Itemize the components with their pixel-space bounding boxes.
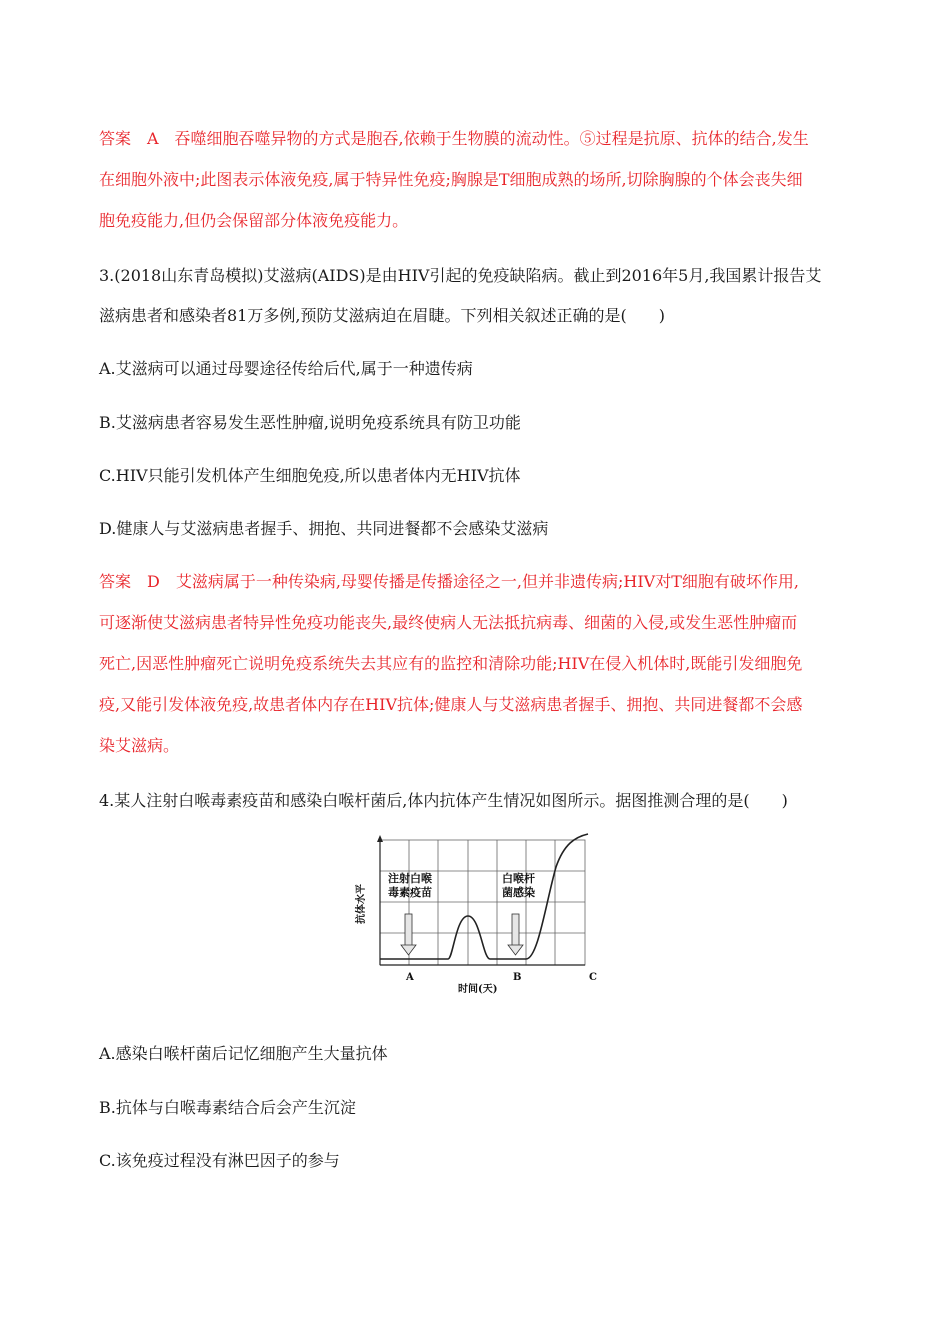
q3-answer-line-4: 疫,又能引发体液免疫,故患者体内存在HIV抗体;健康人与艾滋病患者握手、拥抱、共同进餐都不会感 xyxy=(99,695,803,714)
q3-answer-line-1: 答案 D 艾滋病属于一种传染病,母婴传播是传播途径之一,但并非遗传病;HIV对T细胞有破坏作用, xyxy=(99,572,799,591)
y-axis-label: 抗体水平 xyxy=(356,884,367,924)
q3-option-d: D.健康人与艾滋病患者握手、拥抱、共同进餐都不会感染艾滋病 xyxy=(99,519,549,538)
q3-option-c: C.HIV只能引发机体产生细胞免疫,所以患者体内无HIV抗体 xyxy=(99,466,521,485)
q4-stem: 4.某人注射白喉毒素疫苗和感染白喉杆菌后,体内抗体产生情况如图所示。据图推测合理的是( ) xyxy=(99,791,788,810)
tick-label-a: A xyxy=(406,972,414,983)
y-axis-arrow-icon xyxy=(377,835,383,842)
vaccine-arrow-icon xyxy=(401,914,416,955)
answer2-line-1: 答案 A 吞噬细胞吞噬异物的方式是胞吞,依赖于生物膜的流动性。⑤过程是抗原、抗体的结合,发生 xyxy=(99,129,809,148)
q3-option-a: A.艾滋病可以通过母婴途径传给后代,属于一种遗传病 xyxy=(99,359,473,378)
tick-label-b: B xyxy=(513,972,522,983)
x-axis-label: 时间(天) xyxy=(458,984,498,995)
q3-answer-line-2: 可逐渐使艾滋病患者特异性免疫功能丧失,最终使病人无法抵抗病毒、细菌的入侵,或发生恶性肿瘤而 xyxy=(99,613,798,632)
answer2-line-3: 胞免疫能力,但仍会保留部分体液免疫能力。 xyxy=(99,211,409,230)
antibody-level-figure xyxy=(350,832,610,1002)
q4-option-b: B.抗体与白喉毒素结合后会产生沉淀 xyxy=(99,1098,356,1117)
q3-answer-line-3: 死亡,因恶性肿瘤死亡说明免疫系统失去其应有的监控和清除功能;HIV在侵入机体时,既能引发细胞免 xyxy=(99,654,803,673)
annotation-infection-line-2: 菌感染 xyxy=(502,886,535,899)
q3-stem-line-1: 3.(2018山东青岛模拟)艾滋病(AIDS)是由HIV引起的免疫缺陷病。截止到2016年5月,我国累计报告艾 xyxy=(99,266,822,285)
q3-stem-line-2: 滋病患者和感染者81万多例,预防艾滋病迫在眉睫。下列相关叙述正确的是( ) xyxy=(99,306,665,325)
q4-option-a: A.感染白喉杆菌后记忆细胞产生大量抗体 xyxy=(99,1044,388,1063)
q3-option-b: B.艾滋病患者容易发生恶性肿瘤,说明免疫系统具有防卫功能 xyxy=(99,413,521,432)
annotation-vaccine-line-1: 注射白喉 xyxy=(388,872,432,885)
q3-answer-line-5: 染艾滋病。 xyxy=(99,736,180,755)
antibody-curve-graph xyxy=(350,832,610,1002)
infection-arrow-icon xyxy=(508,914,523,955)
tick-label-c: C xyxy=(589,972,597,983)
answer2-line-2: 在细胞外液中;此图表示体液免疫,属于特异性免疫;胸腺是T细胞成熟的场所,切除胸腺的个体会丧失细 xyxy=(99,170,803,189)
annotation-infection-line-1: 白喉杆 xyxy=(502,872,535,885)
annotation-vaccine-line-2: 毒素疫苗 xyxy=(388,886,432,899)
q4-option-c: C.该免疫过程没有淋巴因子的参与 xyxy=(99,1151,340,1170)
